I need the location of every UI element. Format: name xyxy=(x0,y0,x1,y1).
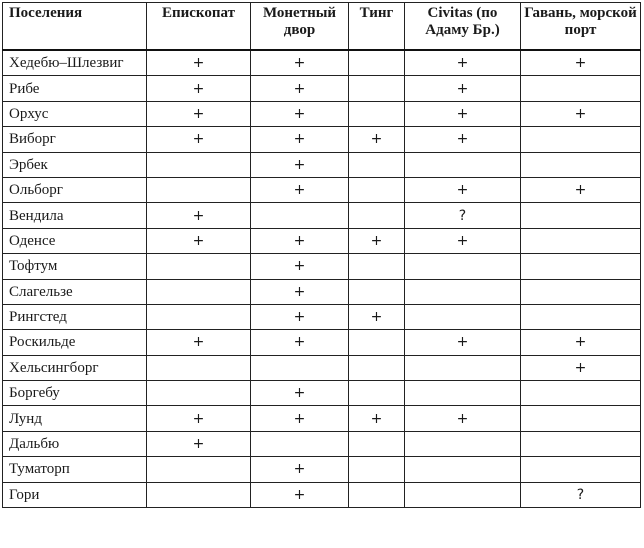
civitas-cell: + xyxy=(405,50,521,76)
settlement-name: Роскильде xyxy=(3,330,147,355)
bishopric-cell: + xyxy=(147,101,251,126)
mint-cell xyxy=(251,203,349,228)
bishopric-cell xyxy=(147,482,251,507)
table-row xyxy=(3,381,641,406)
mint-cell xyxy=(251,431,349,456)
mint-cell: + xyxy=(251,152,349,177)
harbor-cell xyxy=(521,457,641,482)
thing-cell: + xyxy=(349,127,405,152)
civitas-cell xyxy=(405,279,521,304)
mint-cell: + xyxy=(251,228,349,253)
bishopric-cell: + xyxy=(147,406,251,431)
mint-cell xyxy=(251,355,349,380)
civitas-cell xyxy=(405,254,521,279)
header-row xyxy=(3,3,641,51)
bishopric-cell xyxy=(147,355,251,380)
table-body xyxy=(3,50,641,508)
bishopric-cell: + xyxy=(147,431,251,456)
mint-cell: + xyxy=(251,482,349,507)
bishopric-cell xyxy=(147,254,251,279)
settlement-name: Туматорп xyxy=(3,457,147,482)
settlement-name: Ольборг xyxy=(3,177,147,202)
mint-cell: + xyxy=(251,330,349,355)
civitas-cell xyxy=(405,152,521,177)
header-harbor: Гавань, морской порт xyxy=(521,3,641,51)
bishopric-cell: + xyxy=(147,228,251,253)
harbor-cell: + xyxy=(521,50,641,76)
harbor-cell xyxy=(521,127,641,152)
mint-cell: + xyxy=(251,381,349,406)
bishopric-cell xyxy=(147,457,251,482)
thing-cell xyxy=(349,177,405,202)
civitas-cell: + xyxy=(405,76,521,101)
table-row xyxy=(3,254,641,279)
harbor-cell: + xyxy=(521,355,641,380)
bishopric-cell xyxy=(147,381,251,406)
harbor-cell xyxy=(521,152,641,177)
harbor-cell xyxy=(521,203,641,228)
settlement-name: Эрбек xyxy=(3,152,147,177)
header-civitas: Civitas (по Адаму Бр.) xyxy=(405,3,521,51)
table-row xyxy=(3,457,641,482)
bishopric-cell: + xyxy=(147,203,251,228)
settlement-name: Гори xyxy=(3,482,147,507)
bishopric-cell: + xyxy=(147,50,251,76)
civitas-cell xyxy=(405,381,521,406)
bishopric-cell xyxy=(147,152,251,177)
harbor-cell xyxy=(521,406,641,431)
harbor-cell xyxy=(521,431,641,456)
mint-cell: + xyxy=(251,127,349,152)
thing-cell xyxy=(349,431,405,456)
table-row xyxy=(3,304,641,329)
table-row xyxy=(3,127,641,152)
settlement-name: Хедебю–Шлезвиг xyxy=(3,50,147,76)
thing-cell: + xyxy=(349,406,405,431)
table-row xyxy=(3,355,641,380)
table-header xyxy=(3,3,641,51)
civitas-cell: + xyxy=(405,127,521,152)
civitas-cell: + xyxy=(405,406,521,431)
header-bishopric: Епископат xyxy=(147,3,251,51)
settlement-name: Виборг xyxy=(3,127,147,152)
thing-cell xyxy=(349,254,405,279)
civitas-cell xyxy=(405,431,521,456)
header-thing: Тинг xyxy=(349,3,405,51)
harbor-cell xyxy=(521,76,641,101)
table-row xyxy=(3,203,641,228)
mint-cell: + xyxy=(251,254,349,279)
header-mint: Монетный двор xyxy=(251,3,349,51)
table-row xyxy=(3,431,641,456)
bishopric-cell xyxy=(147,177,251,202)
table-row xyxy=(3,50,641,76)
mint-cell: + xyxy=(251,406,349,431)
settlement-name: Рингстед xyxy=(3,304,147,329)
harbor-cell xyxy=(521,381,641,406)
civitas-cell: + xyxy=(405,101,521,126)
table-row xyxy=(3,406,641,431)
mint-cell: + xyxy=(251,76,349,101)
settlement-name: Дальбю xyxy=(3,431,147,456)
mint-cell: + xyxy=(251,101,349,126)
mint-cell: + xyxy=(251,279,349,304)
table-row xyxy=(3,482,641,507)
thing-cell xyxy=(349,279,405,304)
mint-cell: + xyxy=(251,177,349,202)
civitas-cell: + xyxy=(405,330,521,355)
thing-cell xyxy=(349,101,405,126)
settlement-name: Вендила xyxy=(3,203,147,228)
harbor-cell: + xyxy=(521,177,641,202)
thing-cell xyxy=(349,381,405,406)
table-row xyxy=(3,228,641,253)
harbor-cell xyxy=(521,228,641,253)
settlement-name: Тофтум xyxy=(3,254,147,279)
harbor-cell: + xyxy=(521,330,641,355)
thing-cell xyxy=(349,76,405,101)
bishopric-cell: + xyxy=(147,127,251,152)
settlement-name: Орхус xyxy=(3,101,147,126)
mint-cell: + xyxy=(251,457,349,482)
settlement-name: Оденсе xyxy=(3,228,147,253)
thing-cell xyxy=(349,330,405,355)
table-row xyxy=(3,330,641,355)
bishopric-cell: + xyxy=(147,76,251,101)
header-settlements: Поселения xyxy=(3,3,147,51)
settlement-name: Слагельзе xyxy=(3,279,147,304)
mint-cell: + xyxy=(251,304,349,329)
bishopric-cell xyxy=(147,279,251,304)
harbor-cell: ? xyxy=(521,482,641,507)
table-row xyxy=(3,152,641,177)
harbor-cell xyxy=(521,279,641,304)
settlement-name: Хельсингборг xyxy=(3,355,147,380)
thing-cell xyxy=(349,482,405,507)
civitas-cell xyxy=(405,355,521,380)
thing-cell xyxy=(349,203,405,228)
thing-cell xyxy=(349,457,405,482)
civitas-cell: ? xyxy=(405,203,521,228)
harbor-cell xyxy=(521,254,641,279)
harbor-cell xyxy=(521,304,641,329)
settlement-name: Лунд xyxy=(3,406,147,431)
settlement-name: Рибе xyxy=(3,76,147,101)
harbor-cell: + xyxy=(521,101,641,126)
thing-cell xyxy=(349,50,405,76)
civitas-cell xyxy=(405,457,521,482)
settlement-name: Боргебу xyxy=(3,381,147,406)
settlements-table xyxy=(2,2,641,508)
mint-cell: + xyxy=(251,50,349,76)
thing-cell: + xyxy=(349,304,405,329)
civitas-cell: + xyxy=(405,228,521,253)
thing-cell xyxy=(349,152,405,177)
table-row xyxy=(3,76,641,101)
bishopric-cell: + xyxy=(147,330,251,355)
civitas-cell xyxy=(405,482,521,507)
thing-cell xyxy=(349,355,405,380)
civitas-cell: + xyxy=(405,177,521,202)
bishopric-cell xyxy=(147,304,251,329)
thing-cell: + xyxy=(349,228,405,253)
civitas-cell xyxy=(405,304,521,329)
table-row xyxy=(3,101,641,126)
table-row xyxy=(3,177,641,202)
table-row xyxy=(3,279,641,304)
